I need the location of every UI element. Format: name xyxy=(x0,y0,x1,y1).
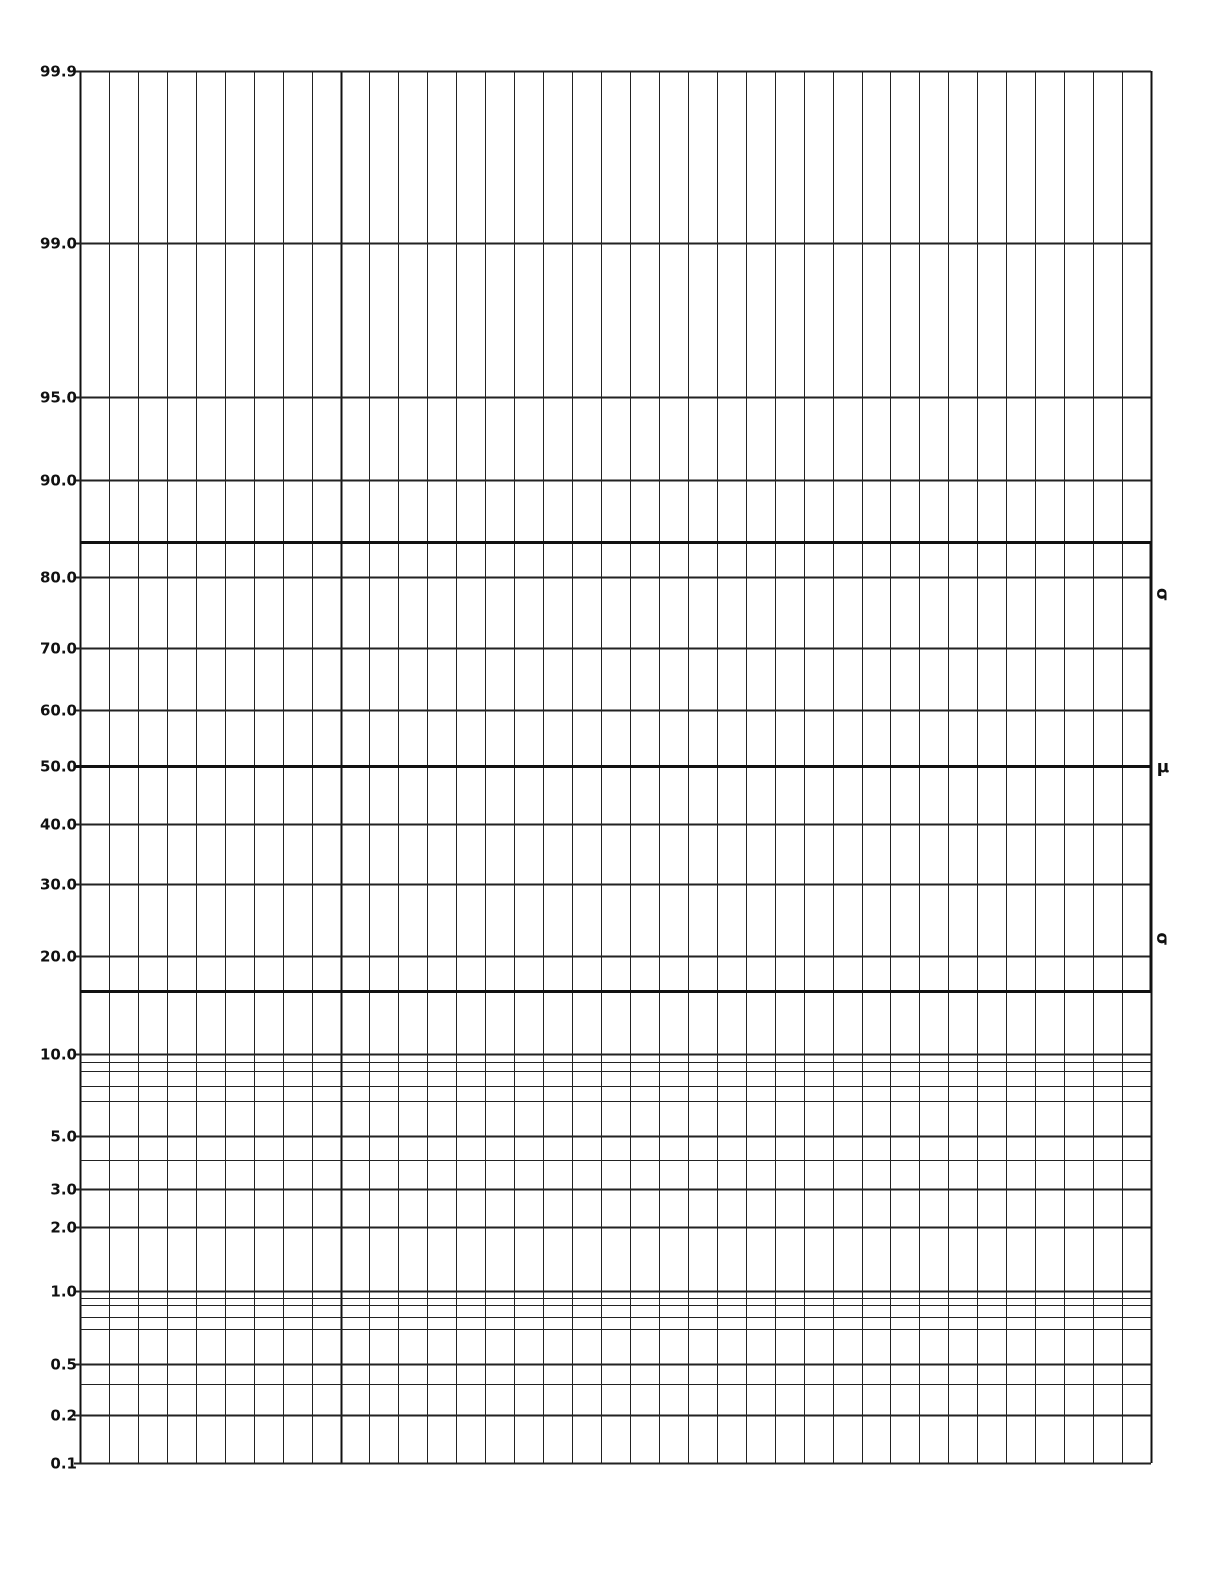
y-tick-label: 0.1 xyxy=(50,1454,77,1473)
y-tick-label: 40.0 xyxy=(39,815,77,834)
mu-marker: μ xyxy=(1156,757,1170,778)
y-tick-label: 60.0 xyxy=(39,701,77,720)
y-tick-label: 99.9 xyxy=(39,62,77,81)
sigma-lower-marker: σ xyxy=(1152,932,1172,946)
y-tick-label: 20.0 xyxy=(39,947,77,966)
y-tick-label: 30.0 xyxy=(39,875,77,894)
y-tick-label: 90.0 xyxy=(39,471,77,490)
y-tick-label: 1.0 xyxy=(50,1282,77,1301)
side-markers xyxy=(1152,588,1172,946)
horizontal-gridlines xyxy=(74,72,1151,1464)
y-tick-label: 50.0 xyxy=(39,757,77,776)
y-tick-label: 0.2 xyxy=(50,1406,77,1425)
y-tick-label: 3.0 xyxy=(50,1180,77,1199)
y-tick-label: 70.0 xyxy=(39,639,77,658)
y-tick-label: 10.0 xyxy=(39,1045,77,1064)
sigma-upper-marker: σ xyxy=(1152,587,1172,602)
y-tick-label: 0.5 xyxy=(50,1355,77,1374)
y-tick-label: 95.0 xyxy=(39,388,77,407)
y-tick-label: 80.0 xyxy=(39,568,77,587)
y-tick-label: 2.0 xyxy=(50,1218,77,1237)
y-axis-tick-labels xyxy=(40,63,77,1473)
y-tick-label: 99.0 xyxy=(39,234,77,253)
y-tick-label: 5.0 xyxy=(50,1127,77,1146)
